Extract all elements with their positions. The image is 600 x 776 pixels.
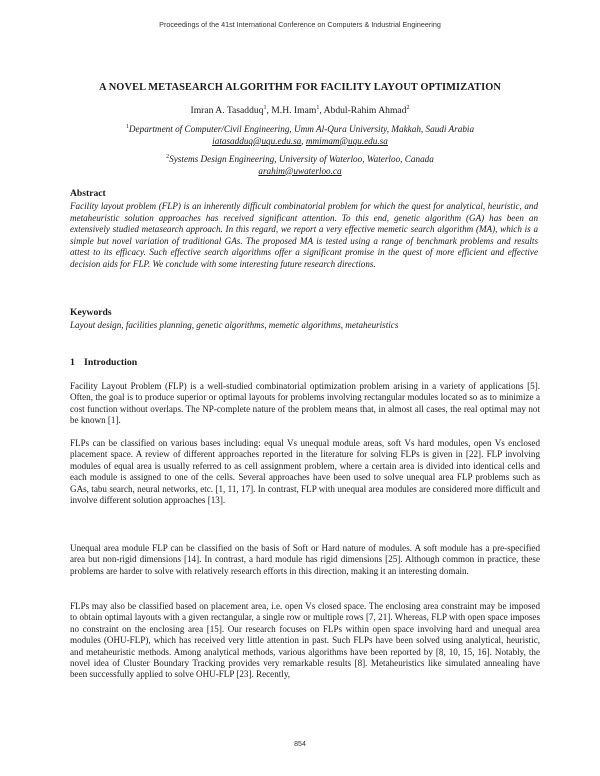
affiliation-mark: 1 (125, 124, 129, 130)
body-paragraph-3: Unequal area module FLP can be classified on the basis of Soft or Hard nature of modules. A soft module has a pre-specified area but non-rigid dimensions [14]. In contrast, a hard module has rigid dimensions [25]. Although common in practice, these problems are harder to solve with relatively research efforts in this direction, making it an interesting domain. (70, 543, 540, 576)
running-head: Proceedings of the 41st International Conference on Computers & Industrial Engineering (159, 20, 441, 29)
author-affiliation-mark: 2 (406, 105, 410, 111)
keywords-text: Layout design, facilities planning, genetic algorithms, memetic algorithms, metaheuristics (70, 320, 399, 330)
body-paragraph-2: FLPs can be classified on various bases including: equal Vs unequal module areas, soft Vs hard modules, open Vs enclosed placement space. A review of different approaches reported in the literature for solving FLPs is given in [22]. FLP involving modules of equal area is usually referred to as cell assignment problem, where a certain area is divided into identical cells and each module is assigned to one of the cells. Several approaches have been used to solve unequal area FLP problems such as GAs, tabu search, neural networks, etc. [1, 11, 17]. In contrast, FLP with unequal area modules are considered more difficult and involve different solution approaches [13]. (70, 438, 540, 506)
author-name: Abdul-Rahim Ahmad (323, 105, 407, 117)
abstract-heading: Abstract (70, 188, 106, 199)
body-paragraph-1: Facility Layout Problem (FLP) is a well-studied combinatorial optimization problem arising in a variety of applications [5]. Often, the goal is to produce superior or optimal layouts for problems involving rectangular modules located so as to minimize a cost function without overlaps. The NP-complete nature of the problem means that, in almost all cases, the real optimal may not be known [1]. (70, 381, 540, 426)
email-link[interactable]: iatasadduq@uqu.edu.sa (212, 135, 302, 146)
abstract-text: Facility layout problem (FLP) is an inherently difficult combinatorial problem for which the quest for analytical, heuristic, and metaheuristic solution approaches has received significant attention. To this end, genetic algorithm (GA) has been an extensively studied metasearch approach. In this regard, we report a very effective memetic search algorithm (MA), which is a simple but novel variation of traditional GAs. The proposed MA is tested using a range of benchmark problems and results attest to its efficacy. Such effective search algorithms offer a significant promise in the quest of more efficient and effective decision aids for FLP. We conclude with some interesting future research directions. (70, 201, 538, 269)
paper-title: A NOVEL METASEARCH ALGORITHM FOR FACILITY LAYOUT OPTIMIZATION (98, 82, 502, 93)
affiliation-2 (0, 152, 600, 177)
email-link[interactable]: arahim@uwaterloo.ca (258, 165, 342, 176)
section-number: 1 (70, 357, 75, 368)
author-list (0, 105, 600, 116)
author-separator: , (266, 105, 272, 117)
author-affiliation-mark: 1 (263, 105, 267, 111)
author-name: M.H. Imam (271, 105, 317, 117)
affiliation-line: Systems Design Engineering, University of Waterloo, Waterloo, Canada (169, 154, 434, 165)
section-title: Introduction (84, 357, 138, 368)
affiliation-1 (0, 122, 600, 147)
keywords-heading: Keywords (70, 307, 112, 318)
page-number: 854 (294, 741, 306, 748)
author-name: Imran A. Tasadduq (190, 105, 264, 117)
section-heading-introduction (70, 357, 137, 368)
body-paragraph-4: FLPs may also be classified based on placement area, i.e. open Vs closed space. The enclosing area constraint may be imposed to obtain optimal layouts with a given rectangular, a single row or multiple rows [7, 21]. Whereas, FLP with open space imposes no constraint on the enclosing area [15]. Our research focuses on FLPs within open space involving hard and unequal area modules (OHU-FLP), which has received very little attention in past. Such FLPs have been solved using analytical, heuristic, and metaheuristic methods. Among analytical methods, various algorithms have been reported by [8, 10, 15, 16]. Notably, the novel idea of Cluster Boundary Tracking provides very remarkable results [8]. Metaheuristics like simulated annealing have been successfully applied to solve OHU-FLP [23]. Recently, (70, 601, 540, 680)
author-affiliation-mark: 1 (316, 105, 320, 111)
email-separator: , (301, 135, 306, 146)
affiliation-mark: 2 (166, 154, 170, 160)
affiliation-line: Department of Computer/Civil Engineering, Umm Al-Qura University, Makkah, Saudi Arabia (128, 124, 475, 135)
email-link[interactable]: mmimam@uqu.edu.sa (305, 135, 388, 146)
author-separator: , (319, 105, 324, 117)
